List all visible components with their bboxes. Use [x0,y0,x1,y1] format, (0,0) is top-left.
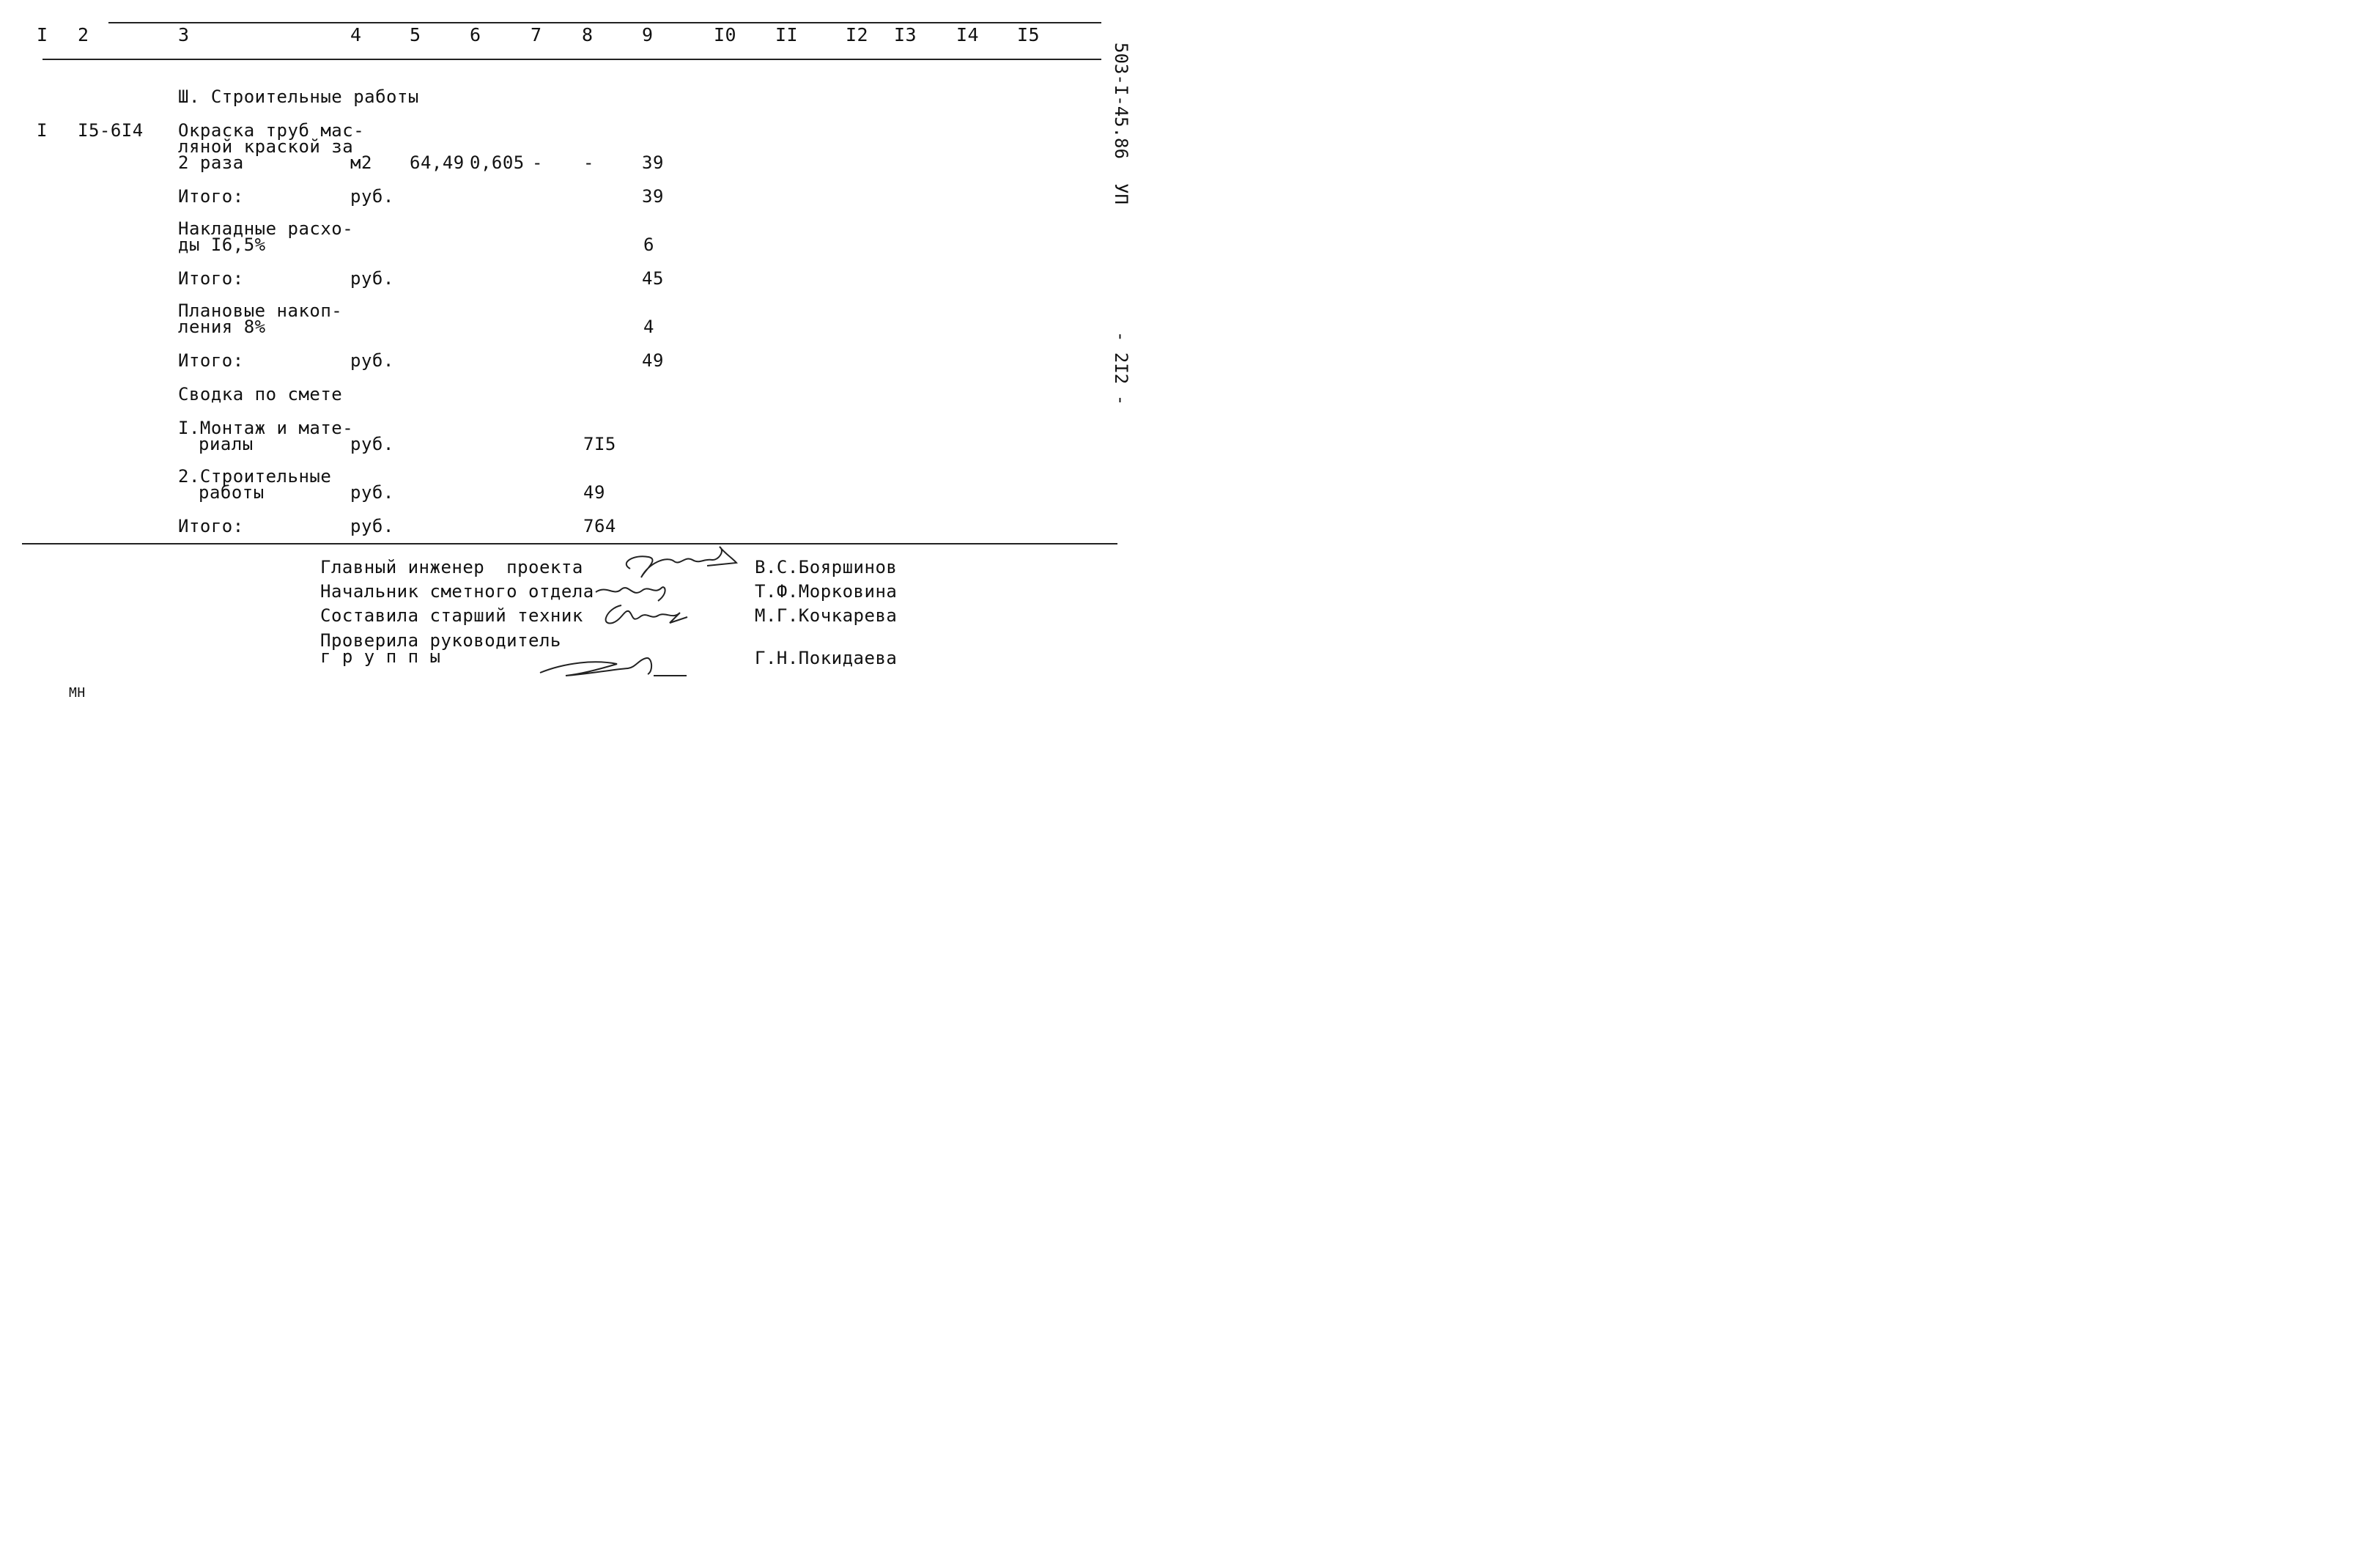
item-col8: - [583,152,594,173]
col-13: I3 [894,24,917,45]
item-code: I5-6I4 [78,120,144,141]
summary-total-label: Итого: [178,516,244,536]
overhead-line1: Накладные расхо- [178,218,354,239]
signer-1-role: Главный инженер проекта [320,557,583,577]
total-2-unit: руб. [350,268,394,289]
summary-1-line2: риалы [199,434,254,454]
item-cost: 39 [642,152,664,173]
col-15: I5 [1017,24,1041,45]
total-3-unit: руб. [350,350,394,371]
footer-mark: МН [69,685,86,701]
summary-1-value: 7I5 [583,434,616,454]
signer-4-role-line2: г р у п п ы [320,646,441,667]
col-14: I4 [956,24,980,45]
summary-2-line2: работы [199,482,265,503]
signer-4-name: Г.Н.Покидаева [755,648,898,668]
header-top-rule [108,22,1101,23]
summary-2-value: 49 [583,482,605,503]
summary-2-line1: 2.Строительные [178,466,332,487]
col-1: I [37,24,48,45]
plan-line2: ления 8% [178,317,266,337]
item-desc-line2: ляной краской за [178,136,354,157]
signer-3-role: Составила старший техник [320,605,583,626]
overhead-line2: ды I6,5% [178,235,266,255]
item-col7: - [532,152,543,173]
summary-2-unit: руб. [350,482,394,503]
col-9: 9 [642,24,654,45]
col-2: 2 [78,24,89,45]
item-rate: 0,605 [470,152,525,173]
doc-code: 503-I-45.86 [1111,43,1131,159]
col-7: 7 [531,24,542,45]
overhead-value: 6 [643,235,654,255]
signer-2-name: Т.Ф.Морковина [755,581,898,602]
item-desc-line1: Окраска труб мас- [178,120,365,141]
total-2-label: Итого: [178,268,244,289]
signer-3-name: М.Г.Кочкарева [755,605,898,626]
section-title: Ш. Строительные работы [178,86,419,107]
signature-3-handwriting [599,601,695,635]
total-3-label: Итого: [178,350,244,371]
col-10: I0 [714,24,737,45]
header-bottom-rule [42,59,1101,60]
signer-4-role-line1: Проверила руководитель [320,630,561,651]
summary-title: Сводка по смете [178,384,343,405]
col-6: 6 [470,24,481,45]
plan-line1: Плановые накоп- [178,300,343,321]
item-desc-line3: 2 раза [178,152,244,173]
total-1-unit: руб. [350,186,394,207]
item-unit: м2 [350,152,372,173]
item-number: I [37,120,48,141]
total-3-value: 49 [642,350,664,371]
summary-1-unit: руб. [350,434,394,454]
total-1-label: Итого: [178,186,244,207]
col-8: 8 [582,24,594,45]
section-mark: УП [1111,183,1131,204]
signature-divider [22,543,1117,544]
col-3: 3 [178,24,190,45]
signer-1-name: В.С.Бояршинов [755,557,898,577]
summary-1-line1: I.Монтаж и мате- [178,418,354,438]
col-4: 4 [350,24,362,45]
item-quantity: 64,49 [410,152,465,173]
total-2-value: 45 [642,268,664,289]
total-1-value: 39 [642,186,664,207]
signer-2-role: Начальник сметного отдела [320,581,594,602]
page-number: - 2I2 - [1111,331,1131,406]
summary-total-unit: руб. [350,516,394,536]
col-12: I2 [846,24,869,45]
col-5: 5 [410,24,421,45]
col-11: II [775,24,799,45]
summary-total-value: 764 [583,516,616,536]
signature-4-handwriting [536,652,690,684]
plan-value: 4 [643,317,654,337]
